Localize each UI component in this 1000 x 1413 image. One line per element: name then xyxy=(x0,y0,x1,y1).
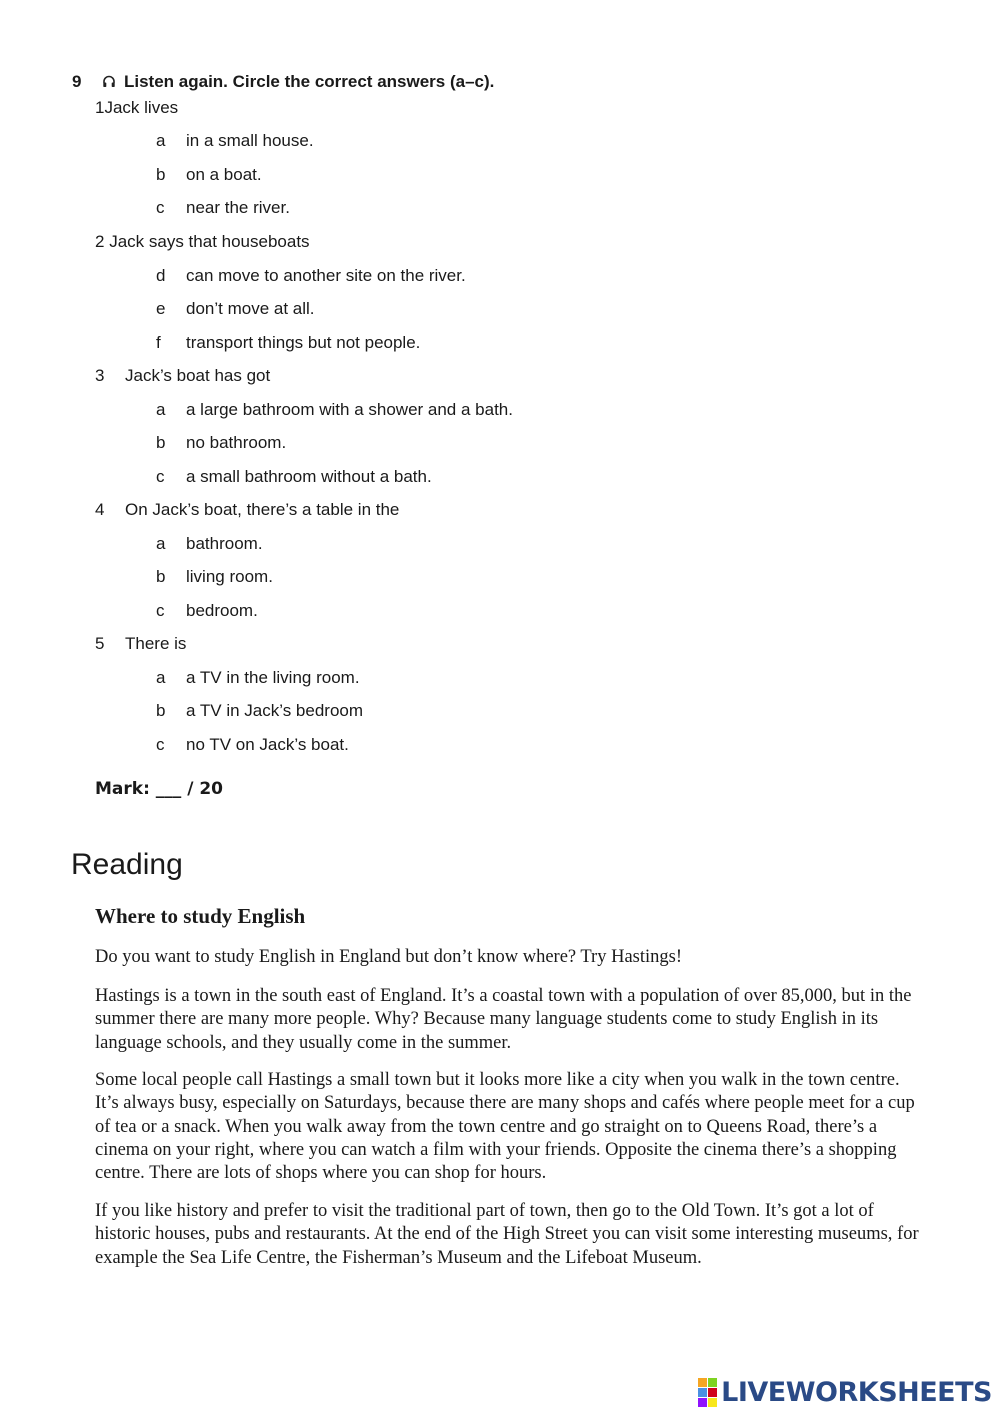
question-text: There is xyxy=(125,634,187,653)
option-letter: b xyxy=(156,567,166,586)
liveworksheets-logo xyxy=(698,1377,992,1407)
question-text: Jack says that houseboats xyxy=(109,232,310,251)
option-3b[interactable] xyxy=(156,433,286,453)
exercise-number: 9 xyxy=(72,72,82,91)
question-number: 4 xyxy=(95,500,105,519)
section-title: Reading xyxy=(71,848,183,881)
logo-square xyxy=(698,1398,707,1407)
article-title: Where to study English xyxy=(95,904,306,928)
logo-mark-icon xyxy=(698,1378,717,1407)
option-letter: a xyxy=(156,668,166,687)
paragraph-3: Some local people call Hastings a small town but it looks more like a city when you walk in the town centre. It’s always busy, especially on Saturdays, because there are many shops and cafés where people meet for a cup of tea or a snack. When you walk away from the town centre and go straight on to Queens Road, there’s a cinema on your right, where you can watch a film with your friends. Opposite the cinema there’s a shopping centre. There are lots of shops where you can shop for hours. xyxy=(95,1070,915,1184)
option-text: a large bathroom with a shower and a bath. xyxy=(186,400,513,419)
option-letter: b xyxy=(156,433,166,452)
option-2d[interactable] xyxy=(156,266,466,286)
exercise-instruction: Listen again. Circle the correct answers (a–c). xyxy=(124,72,495,91)
option-text: bedroom. xyxy=(186,601,258,620)
option-letter: b xyxy=(156,701,166,720)
option-text: no bathroom. xyxy=(186,433,287,452)
option-text: can move to another site on the river. xyxy=(186,266,466,285)
option-letter: a xyxy=(156,400,166,419)
option-4a[interactable] xyxy=(156,534,263,554)
question-4 xyxy=(95,500,399,520)
mark-label: Mark: ___ / 20 xyxy=(95,779,223,799)
logo-text: LIVEWORKSHEETS xyxy=(721,1376,992,1408)
paragraph-1: Do you want to study English in England but don’t know where? Try Hastings! xyxy=(95,947,683,967)
headphones-icon xyxy=(102,74,124,94)
logo-square xyxy=(698,1378,707,1387)
option-letter: c xyxy=(156,467,165,486)
option-letter: a xyxy=(156,534,166,553)
question-number: 1 xyxy=(95,98,105,117)
paragraph-2: Hastings is a town in the south east of England. It’s a coastal town with a population of over 85,000, but in the summer there are many more people. Why? Because many language students come to study English in its language schools, and they usually come in the summer. xyxy=(95,986,912,1053)
question-text: Jack lives xyxy=(104,98,179,117)
option-text: living room. xyxy=(186,567,273,586)
option-2f[interactable] xyxy=(156,333,420,353)
option-2e[interactable] xyxy=(156,299,315,319)
question-1 xyxy=(95,98,178,118)
option-text: transport things but not people. xyxy=(186,333,421,352)
question-5 xyxy=(95,634,186,654)
option-text: a TV in Jack’s bedroom xyxy=(186,701,364,720)
logo-square xyxy=(708,1388,717,1397)
option-text: on a boat. xyxy=(186,165,262,184)
question-text: Jack’s boat has got xyxy=(125,366,271,385)
option-letter: a xyxy=(156,131,166,150)
option-text: bathroom. xyxy=(186,534,263,553)
question-text: On Jack’s boat, there’s a table in the xyxy=(125,500,400,519)
option-4c[interactable] xyxy=(156,601,258,621)
option-5a[interactable] xyxy=(156,668,360,688)
option-text: a TV in the living room. xyxy=(186,668,360,687)
option-text: no TV on Jack’s boat. xyxy=(186,735,349,754)
option-4b[interactable] xyxy=(156,567,273,587)
option-5b[interactable] xyxy=(156,701,363,721)
option-1c[interactable] xyxy=(156,198,290,218)
option-text: in a small house. xyxy=(186,131,314,150)
option-3a[interactable] xyxy=(156,400,513,420)
question-number: 5 xyxy=(95,634,105,653)
option-letter: c xyxy=(156,198,165,217)
option-letter: f xyxy=(156,333,161,352)
logo-square xyxy=(708,1398,717,1407)
option-5c[interactable] xyxy=(156,735,349,755)
exercise-header xyxy=(72,72,494,94)
option-1a[interactable] xyxy=(156,131,314,151)
option-3c[interactable] xyxy=(156,467,432,487)
question-number: 3 xyxy=(95,366,105,385)
option-text: near the river. xyxy=(186,198,290,217)
option-text: don’t move at all. xyxy=(186,299,315,318)
option-text: a small bathroom without a bath. xyxy=(186,467,432,486)
option-letter: c xyxy=(156,601,165,620)
logo-square xyxy=(698,1388,707,1397)
option-letter: c xyxy=(156,735,165,754)
question-number: 2 xyxy=(95,232,105,251)
question-3 xyxy=(95,366,270,386)
option-1b[interactable] xyxy=(156,165,262,185)
option-letter: b xyxy=(156,165,166,184)
option-letter: e xyxy=(156,299,166,318)
paragraph-4: If you like history and prefer to visit the traditional part of town, then go to the Old Town. It’s got a lot of historic houses, pubs and restaurants. At the end of the High Street you can visit some interesting museums, for example the Sea Life Centre, the Fisherman’s Museum and the Lifeboat Museum. xyxy=(95,1201,919,1268)
logo-square xyxy=(708,1378,717,1387)
option-letter: d xyxy=(156,266,166,285)
question-2 xyxy=(95,232,310,252)
